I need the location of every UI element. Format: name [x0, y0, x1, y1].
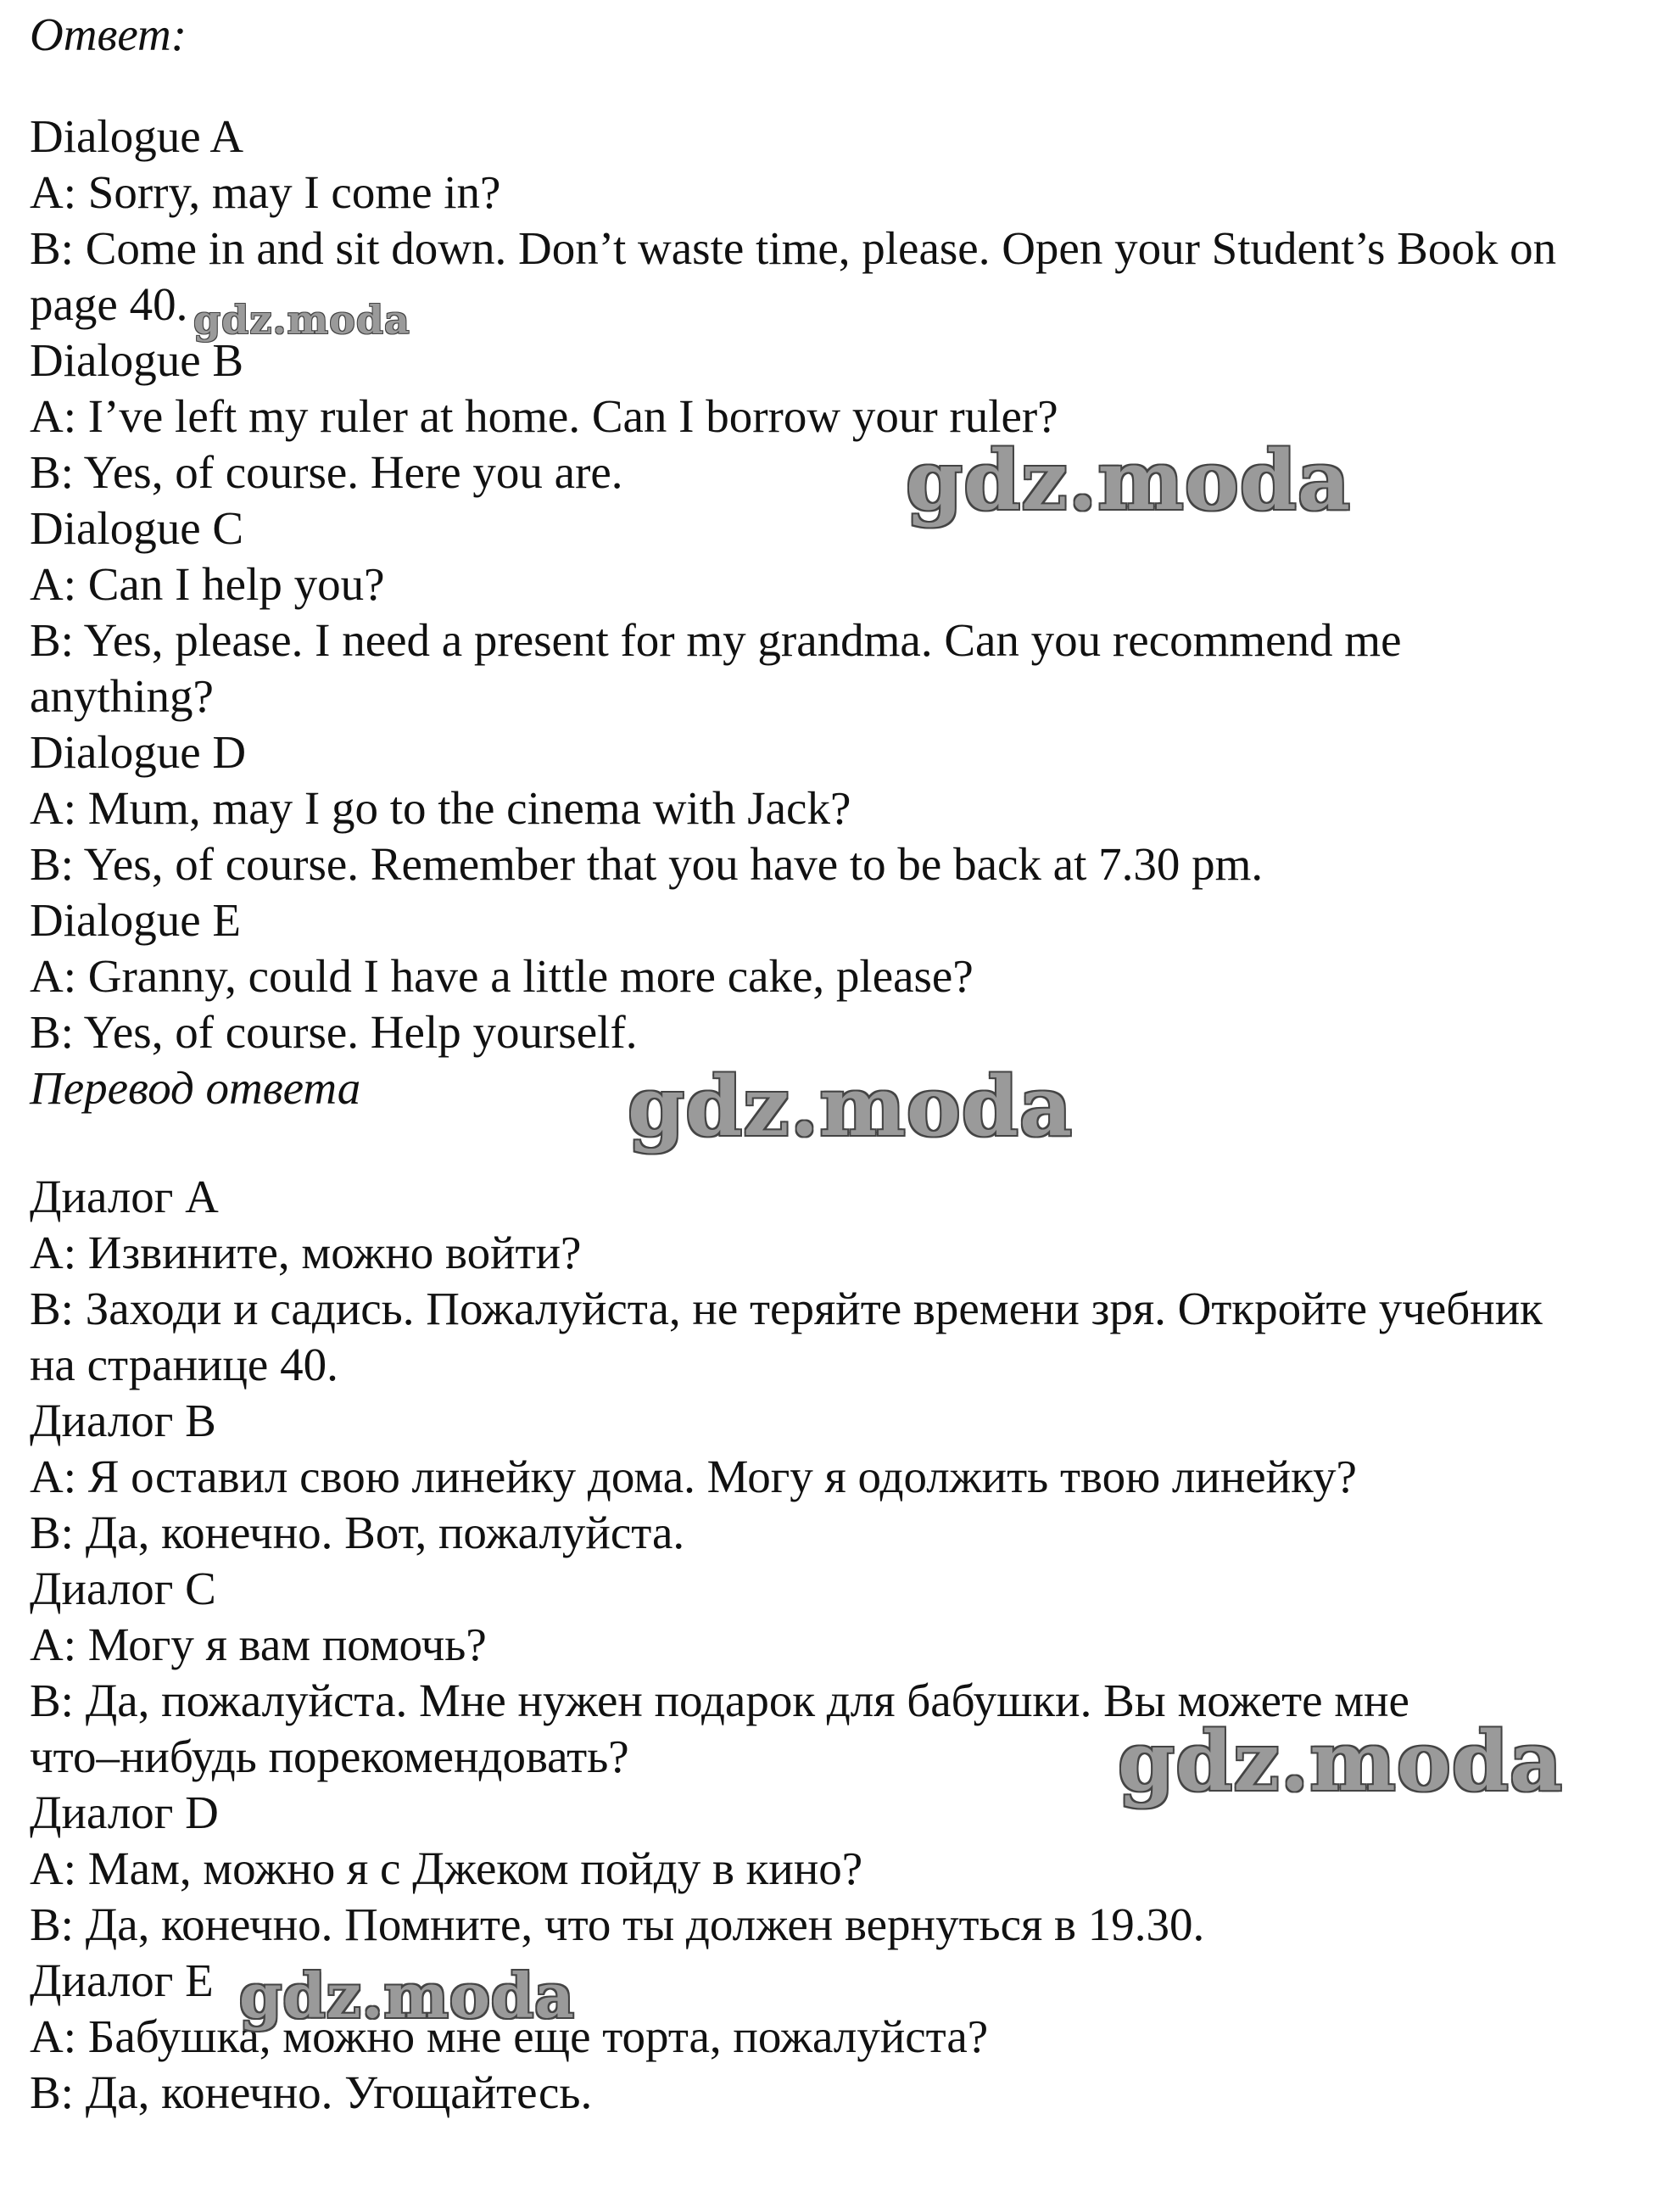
dialogue-c-line: anything?	[30, 670, 214, 722]
dialog-d-line: A: Мам, можно я с Джеком пойду в кино?	[30, 1842, 863, 1894]
dialog-b-line: B: Да, конечно. Вот, пожалуйста.	[30, 1507, 685, 1558]
dialog-d-line: B: Да, конечно. Помните, что ты должен вернуться в 19.30.	[30, 1898, 1205, 1950]
dialogue-b-line: A: I’ve left my ruler at home. Can I borrow your ruler?	[30, 390, 1058, 442]
dialog-c-line: A: Могу я вам помочь?	[30, 1619, 487, 1670]
watermark-logo: gdz.moda	[906, 433, 1352, 528]
dialogue-c-title: Dialogue C	[30, 502, 244, 554]
dialogue-a-title: Dialogue A	[30, 110, 244, 162]
dialog-a-title: Диалог A	[30, 1171, 219, 1222]
dialogue-c-line: B: Yes, please. I need a present for my grandma. Can you recommend me	[30, 614, 1402, 666]
dialogue-a-line: B: Come in and sit down. Don’t waste time, please. Open your Student’s Book on	[30, 222, 1557, 274]
dialog-e-line: A: Бабушка, можно мне еще торта, пожалуйста?	[30, 2010, 989, 2062]
dialogue-a-line: A: Sorry, may I come in?	[30, 166, 501, 218]
translation-heading: Перевод ответа	[30, 1062, 361, 1114]
dialog-d-title: Диалог D	[30, 1786, 219, 1838]
answer-heading: Ответ:	[30, 8, 187, 60]
watermark-logo: gdz.moda	[628, 1059, 1074, 1155]
dialogue-b-line: B: Yes, of course. Here you are.	[30, 446, 623, 498]
watermark-logo: gdz.moda	[1118, 1714, 1564, 1809]
dialog-c-line: что–нибудь порекомендовать?	[30, 1731, 629, 1782]
dialogue-e-line: A: Granny, could I have a little more cake, please?	[30, 950, 974, 1002]
dialog-c-line: B: Да, пожалуйста. Мне нужен подарок для бабушки. Вы можете мне	[30, 1675, 1409, 1726]
dialogue-c-line: A: Can I help you?	[30, 558, 385, 610]
dialog-a-line: A: Извините, можно войти?	[30, 1227, 582, 1278]
watermark-logo: gdz.moda	[193, 297, 410, 343]
dialog-e-line: B: Да, конечно. Угощайтесь.	[30, 2066, 593, 2118]
dialogue-d-title: Dialogue D	[30, 726, 247, 778]
dialogue-d-line: A: Mum, may I go to the cinema with Jack?	[30, 782, 851, 834]
dialog-a-line: на странице 40.	[30, 1339, 338, 1390]
dialogue-e-title: Dialogue E	[30, 894, 241, 946]
dialogue-a-line: page 40.	[30, 278, 188, 330]
dialogue-d-line: B: Yes, of course. Remember that you have to be back at 7.30 pm.	[30, 838, 1264, 890]
dialogue-b-title: Dialogue B	[30, 334, 244, 386]
dialog-c-title: Диалог C	[30, 1563, 216, 1614]
dialog-b-line: A: Я оставил свою линейку дома. Могу я одолжить твою линейку?	[30, 1451, 1357, 1502]
watermark-logo: gdz.moda	[239, 1960, 575, 2032]
dialog-a-line: B: Заходи и садись. Пожалуйста, не теряйте времени зря. Откройте учебник	[30, 1283, 1543, 1334]
dialog-b-title: Диалог B	[30, 1395, 216, 1446]
dialogue-e-line: B: Yes, of course. Help yourself.	[30, 1006, 638, 1058]
dialog-e-title: Диалог E	[30, 1954, 214, 2006]
